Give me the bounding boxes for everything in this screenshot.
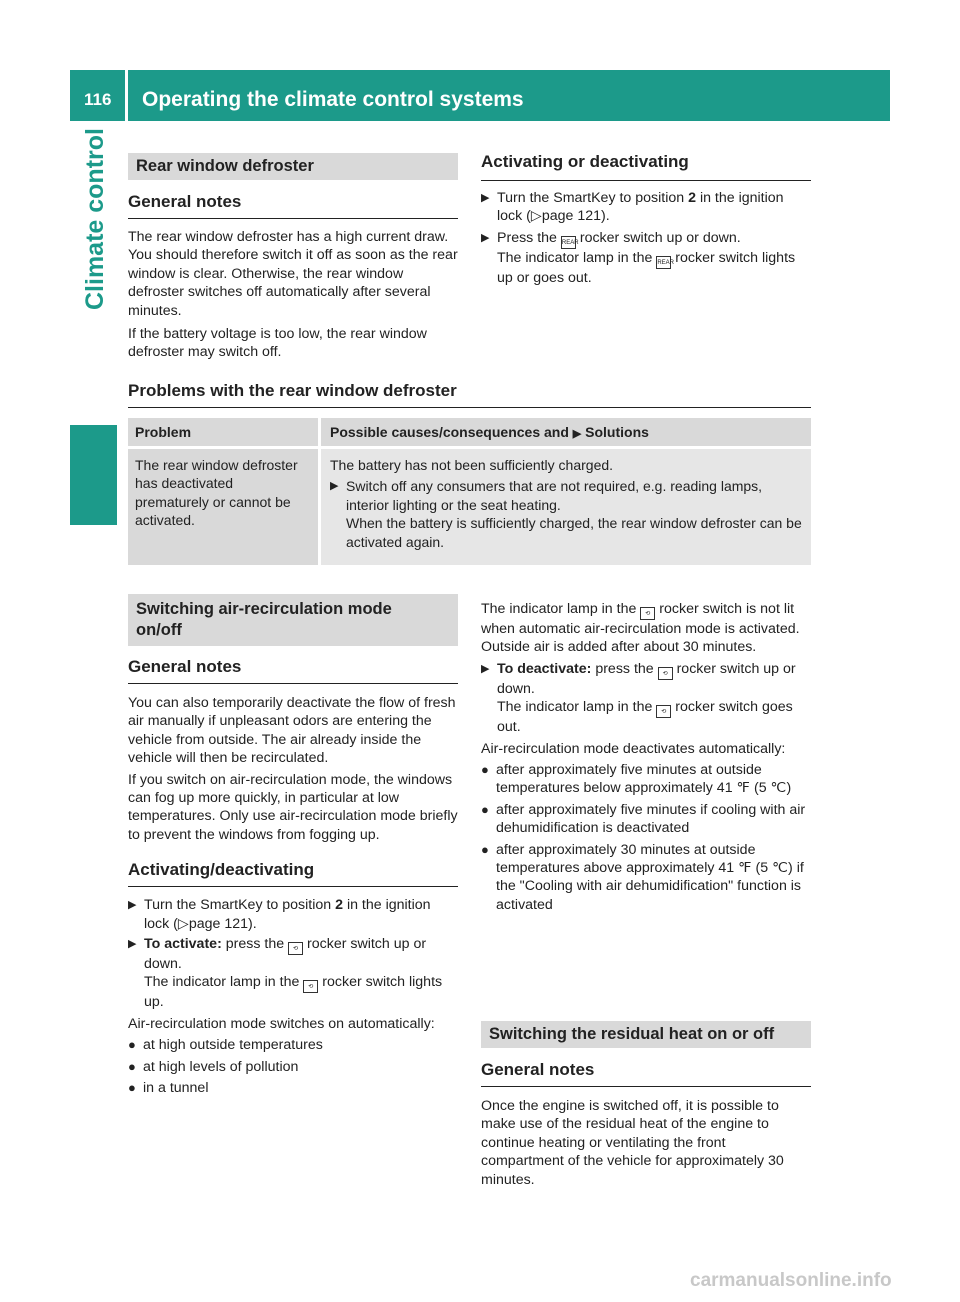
paragraph: Once the engine is switched off, it is possible to make use of the residual heat of the engine to continue heating or ventilating the front compartment of the vehicle for approximately 30 minutes. (481, 1098, 784, 1188)
bullet-icon: ● (128, 1037, 136, 1053)
header-divider (125, 70, 128, 121)
rear-window-defroster-icon: REAR (656, 256, 671, 269)
page-title: Operating the climate control systems (142, 88, 524, 111)
watermark: carmanualsonline.info (690, 1270, 892, 1291)
bullet-icon: ● (481, 801, 489, 817)
divider (128, 886, 458, 887)
list-item: ● in a tunnel (128, 1080, 209, 1097)
arrow-right-icon: ▶ (128, 938, 137, 951)
subheading-general-notes: General notes (481, 1060, 595, 1079)
air-recirculation-icon: ⟲ (658, 667, 673, 680)
bullet-icon: ● (481, 841, 489, 857)
table-cell-problem: The rear window defroster has deactivated prematurely or cannot be activated. (128, 449, 318, 565)
paragraph: If you switch on air-recirculation mode, the windows can fog up more quickly, in particular at low temperatures. Only use air-recirculation mode briefly to prevent the windows from fogging up. (128, 771, 458, 843)
subheading: Problems with the rear window defroster (128, 381, 457, 400)
arrow-right-icon: ▶ (128, 899, 137, 912)
page-reference-link[interactable]: page 121). (541, 208, 610, 225)
divider (128, 407, 811, 408)
divider (128, 683, 458, 684)
paragraph: Air-recirculation mode deactivates automatically: (481, 740, 786, 757)
section-air-recirculation (128, 594, 458, 1098)
table-header-causes: Possible causes/consequences and ▶ Solutions (321, 418, 811, 446)
problems-table (125, 415, 814, 568)
section-rear-window-defroster (128, 153, 458, 362)
sidebar-color-block (70, 425, 117, 525)
paragraph: If the battery voltage is too low, the rear window defroster may switch off. (128, 326, 427, 361)
section-heading: Switching air-recirculation mode on/off (128, 594, 458, 646)
bullet-icon: ● (481, 762, 489, 778)
air-recirculation-icon: ⟲ (656, 705, 671, 718)
rear-window-defroster-icon: REAR (561, 236, 576, 249)
divider (128, 218, 458, 219)
page-number: 116 (84, 90, 112, 109)
subheading: Activating/deactivating (128, 860, 315, 880)
table-cell-solution: The battery has not been sufficiently charged. ▶ Switch off any consumers that are not required, e.g. reading lamps, interior lighting or the seat heating. When the battery is sufficiently charged, the rear window defroster can be activated again. (321, 449, 811, 565)
instruction-step: ▶ Press the REAR rocker switch up or down. The indicator lamp in the REAR rocker switch lights up or goes out. (481, 229, 796, 286)
subheading-general-notes: General notes (128, 657, 242, 676)
page-reference-link[interactable]: page 121). (188, 915, 257, 932)
table-header-problem: Problem (128, 418, 318, 446)
list-item: ● at high levels of pollution (128, 1058, 299, 1075)
section-heading: Rear window defroster (128, 153, 458, 180)
arrow-right-icon: ▶ (481, 192, 490, 204)
instruction-step: ▶ Switch off any consumers that are not required, e.g. reading lamps, interior lighting or the seat heating. When the battery is sufficiently charged, the rear window defroster can be activated again. (330, 478, 802, 550)
paragraph: The rear window defroster has a high current draw. You should therefore switch it off as soon as the rear window is clear. Otherwise, the rear window defroster switches off automatically after several minutes. (128, 229, 458, 319)
section-activating-deactivating (481, 152, 811, 287)
page-ref-icon: ▷ (177, 915, 189, 932)
bullet-icon: ● (128, 1058, 136, 1074)
bullet-icon: ● (128, 1080, 136, 1096)
air-recirculation-icon: ⟲ (303, 980, 318, 993)
paragraph: The indicator lamp in the ⟲ rocker switch is not lit when automatic air-recirculation mode is activated. Outside air is added after about 30 minutes. (481, 601, 800, 656)
list-item: ● after approximately five minutes at outside temperatures below approximately 41 ℉ (5 ℃) (481, 762, 792, 797)
section-recirculation-continued (481, 600, 811, 914)
section-problems (128, 381, 811, 408)
section-heading: Switching the residual heat on or off (481, 1021, 811, 1048)
paragraph: You can also temporarily deactivate the flow of fresh air manually if unpleasant odors are entering the vehicle from outside. The air already inside the vehicle will then be recirculated. (128, 695, 456, 767)
instruction-step: ▶ To activate: press the ⟲ rocker switch up or down. The indicator lamp in the ⟲ rocker switch lights up. (128, 936, 443, 1011)
arrow-right-icon: ▶ (330, 480, 339, 493)
page-ref-icon: ▷ (530, 208, 542, 225)
instruction-step: ▶ To deactivate: press the ⟲ rocker switch up or down. The indicator lamp in the ⟲ rocker switch goes out. (481, 660, 796, 736)
air-recirculation-icon: ⟲ (640, 607, 655, 620)
subheading-general-notes: General notes (128, 192, 242, 211)
arrow-right-icon: ▶ (572, 428, 582, 440)
list-item: ● after approximately five minutes if cooling with air dehumidification is deactivated (481, 801, 806, 837)
instruction-step: ▶ Turn the SmartKey to position 2 in the ignition lock (▷page 121). (128, 897, 431, 932)
divider (481, 1086, 811, 1087)
list-item: ● at high outside temperatures (128, 1037, 323, 1054)
subheading: Activating or deactivating (481, 152, 689, 171)
sidebar-label: Climate control (81, 128, 109, 310)
section-residual-heat (481, 1021, 811, 1189)
arrow-right-icon: ▶ (481, 662, 490, 675)
arrow-right-icon: ▶ (481, 231, 490, 244)
paragraph: Air-recirculation mode switches on automatically: (128, 1015, 435, 1032)
instruction-step: ▶ Turn the SmartKey to position 2 in the ignition lock (▷page 121). (481, 190, 784, 225)
divider (481, 180, 811, 181)
list-item: ● after approximately 30 minutes at outside temperatures above approximately 41 ℉ (5 ℃) if the "Cooling with air dehumidification" function is activated (481, 841, 804, 913)
page-header (70, 70, 890, 121)
air-recirculation-icon: ⟲ (288, 942, 303, 955)
